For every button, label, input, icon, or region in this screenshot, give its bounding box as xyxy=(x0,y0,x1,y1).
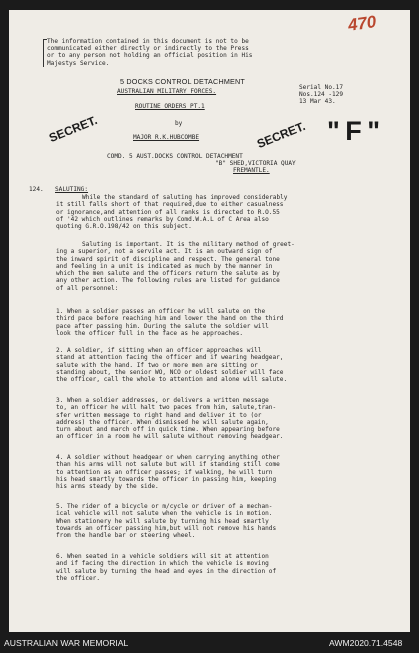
importance-paragraph xyxy=(56,241,386,292)
text-line: the officer. xyxy=(56,574,101,582)
text-line: standing about, the senior WO, NCO or oldest soldier will face xyxy=(56,368,284,376)
text-line: an officer in a room he will salute without removing headgear. xyxy=(56,433,284,441)
text-line: which the men salute and the officers return the salute as by xyxy=(56,270,280,277)
text-line: salute with the hand. If two or more men are sitting or xyxy=(56,361,258,369)
notice-line: The information contained in this document is not to be xyxy=(47,38,249,45)
rule-6 xyxy=(56,553,386,582)
text-line: 3. When a soldier addresses, or delivers a written message xyxy=(56,397,269,404)
text-line: look the officer full in the face as he approaches. xyxy=(56,329,244,337)
pencil-annotation: 470 xyxy=(346,12,378,35)
text-line: to attention as an officer passes; if walking, he will turn xyxy=(56,468,273,476)
rule-4 xyxy=(56,454,386,490)
text-line: 2. A soldier, if sitting when an officer approaches will xyxy=(56,347,262,354)
secret-stamp-left: SECRET. xyxy=(47,113,100,145)
text-line: from the handle bar or steering wheel. xyxy=(56,532,196,539)
intro-paragraph xyxy=(56,194,386,230)
text-line: ical vehicle will not salute when the vehicle is in motion. xyxy=(56,510,273,518)
classification-letter: " F " xyxy=(327,116,380,146)
archive-footer xyxy=(0,632,419,653)
notice-line: communicated either directly or indirectly to the Press xyxy=(47,45,249,53)
text-line: towards an officer passing him,but will not remove his hands xyxy=(56,524,277,532)
text-line: will salute by turning the head and eyes in the direction of xyxy=(56,567,277,575)
serial-number: Serial No.17 xyxy=(299,84,344,91)
rule-1 xyxy=(56,308,386,337)
text-line: third pace before reaching him and lower the hand on the third xyxy=(56,315,284,323)
text-line: stand at attention facing the officer and if wearing headgear, xyxy=(56,354,284,362)
text-line: pace after passing him. During the salute the soldier will xyxy=(56,322,269,330)
detachment-stamp: 5 DOCKS CONTROL DETACHMENT xyxy=(120,77,245,86)
text-line: of '42 which outlines remarks by Comd.W.A.L of C Area also xyxy=(56,215,269,223)
text-line: and feeling in a unit is indicated as much by the manner in xyxy=(56,262,273,270)
text-line: any other action. The following rules are listed for guidance xyxy=(56,277,280,285)
text-line: turn about and march off in quick time. When appearing before xyxy=(56,426,280,433)
notice-line: or to any person not holding an official position in His xyxy=(47,52,253,60)
text-line: 5. The rider of a bicycle or m/cycle or driver of a mechan- xyxy=(56,503,273,510)
notice-bracket xyxy=(43,39,47,67)
notice-line: Majestys Service. xyxy=(47,59,110,67)
comd-line: COMD. 5 AUST.DOCKS CONTROL DETACHMENT xyxy=(107,153,243,160)
by-text: by xyxy=(175,120,183,127)
text-line: than his arms will not salute but will if standing still come xyxy=(56,461,280,469)
text-line: his head smartly towards the officer in passing him, keeping xyxy=(56,475,277,483)
forces-heading: AUSTRALIAN MILITARY FORCES. xyxy=(117,88,217,95)
text-line: ing a superior, not a servile act. It is an outward sign of xyxy=(56,248,273,256)
text-line: While the standard of saluting has improved considerably xyxy=(82,194,288,201)
order-date: 13 Mar 43. xyxy=(299,98,336,105)
text-line: 4. A soldier without headgear or when carrying anything other xyxy=(56,454,280,461)
text-line: Saluting is important. It is the military method of greet- xyxy=(82,241,295,248)
text-line: When stationery he will salute by turning his head smartly xyxy=(56,517,269,525)
text-line: 6. When seated in a vehicle soldiers will sit at attention xyxy=(56,553,269,560)
document-page xyxy=(9,10,410,632)
major-name: MAJOR R.K.HUBCOMBE xyxy=(133,134,200,141)
archive-accession-number: AWM2020.71.4548 xyxy=(329,638,403,648)
text-line: or ignorance,and attention of all ranks is directed to R.O.55 xyxy=(56,208,280,216)
archive-name: AUSTRALIAN WAR MEMORIAL xyxy=(4,638,129,648)
rule-5 xyxy=(56,503,386,539)
text-line: sfer written message to right hand and deliver it to (or xyxy=(56,411,262,419)
text-line: 1. When a soldier passes an officer he will salute on the xyxy=(56,308,266,315)
confidential-notice xyxy=(47,38,252,67)
rule-3 xyxy=(56,397,386,441)
text-line: address) the officer. When dismissed he will salute again, xyxy=(56,418,269,426)
section-title: SALUTING: xyxy=(55,186,89,193)
rule-2 xyxy=(56,347,386,383)
routine-orders-heading: ROUTINE ORDERS PT.1 xyxy=(135,103,205,110)
order-numbers: Nos.124 -129 xyxy=(299,91,344,98)
text-line: the inward spirit of discipline and respect. The general tone xyxy=(56,255,280,263)
text-line: quoting G.R.O.198/42 on this subject. xyxy=(56,223,192,230)
comd-line: "B" SHED,VICTORIA QUAY xyxy=(215,160,296,167)
text-line: the officer, call the whole to attention and alone will salute. xyxy=(56,376,288,383)
secret-stamp-right: SECRET. xyxy=(255,119,308,151)
comd-line: FREMANTLE. xyxy=(233,167,270,174)
text-line: his arms steady by the side. xyxy=(56,483,159,490)
section-number: 124. xyxy=(29,186,44,193)
text-line: it still falls short of that required,due to either casualness xyxy=(56,201,284,209)
text-line: and if facing the direction in which the vehicle is moving xyxy=(56,560,269,568)
text-line: to, an officer he will halt two paces from him, salute,tran- xyxy=(56,404,277,412)
text-line: of all personnel: xyxy=(56,284,119,292)
